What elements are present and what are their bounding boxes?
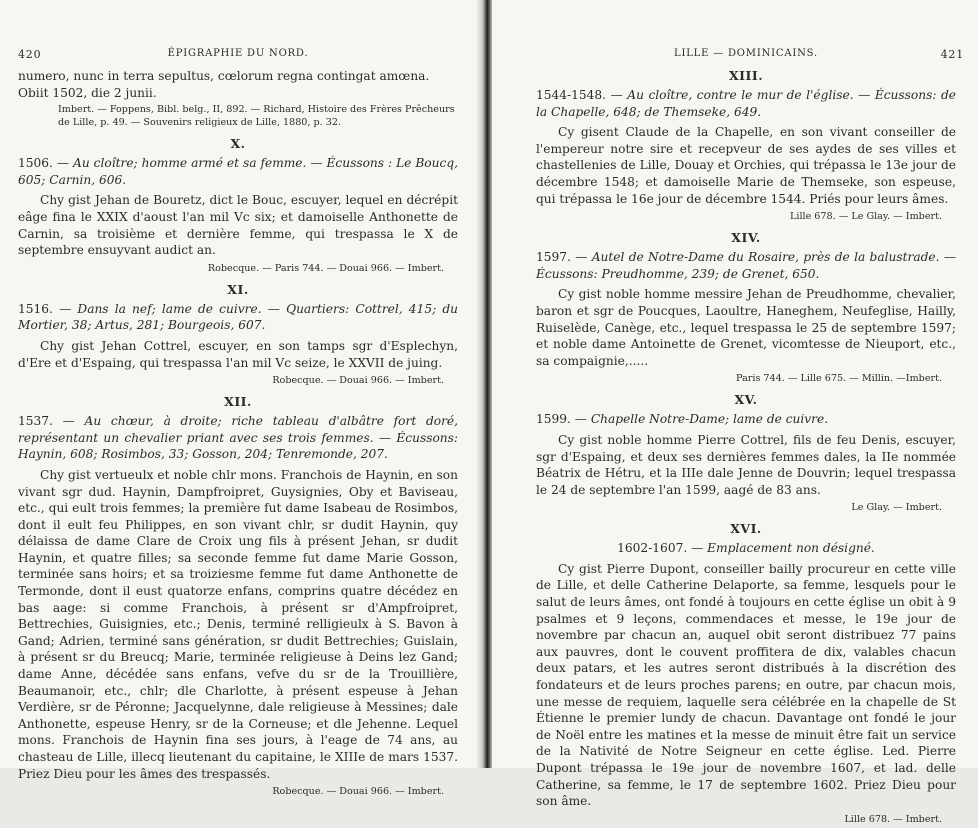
entry-location: — Autel de Notre-Dame du Rosaire, près de la balustrade. — Écussons: Preudhomme, 239; de Grenet, 650. (536, 250, 957, 281)
epitaph-text: Chy gist Jehan Cottrel, escuyer, en son tamps sgr d'Esplechyn, d'Ere et d'Espaing, qui trespassa l'an mil Vc seize, le XXVII de juing. (18, 338, 458, 370)
source-line: Robecque. — Douai 966. — Imbert. (272, 786, 444, 798)
source-line: Lille 678. — Imbert. (844, 813, 942, 825)
entry-date: 1602-1607. (617, 541, 688, 556)
section-number: XII. (224, 394, 252, 410)
section-number: XI. (227, 281, 249, 297)
entry-location: — Dans la nef; lame de cuivre. — Quartiers: Cottrel, 415; du Mortier, 38; Artus, 281; Bourgeois, 607. (18, 301, 458, 333)
right-text-flow (536, 68, 956, 828)
running-head: LILLE — DOMINICAINS. (674, 48, 818, 59)
entry-heading (18, 301, 458, 334)
section-number: XIII. (728, 68, 764, 83)
entry-heading (536, 540, 956, 557)
entry-date: 1597. (536, 250, 571, 265)
entry-date: 1599. (536, 412, 571, 427)
source-line: Paris 744. — Lille 675. — Millin. —Imbert. (736, 373, 942, 385)
entry-heading (536, 249, 956, 282)
entry-date: 1506. (18, 156, 53, 171)
epitaph-text: Chy gist Jehan de Bouretz, dict le Bouc, escuyer, lequel en décrépit eâge fina le XXIX d'aoust l'an mil Vc six; et damoiselle Anthonette de Carnin, sa troisième et dernière femme, qui trespassa le X de septembre ensuyvant audict an. (18, 193, 458, 258)
entry-location: — Au cloître, contre le mur de l'église. — Écussons: de la Chapelle, 648; de Themseke, 649. (536, 88, 956, 119)
epitaph-text: Cy gisent Claude de la Chapelle, en son vivant conseiller de l'empereur notre sire et recepveur de ses aydes de ses villes et chastellenies de Lille, Douay et Orchies, qui trépassa le 13e jour de décembre 1548; et damoiselle Marie de Themseke, son espeuse, qui trépassa le 16e jour de décembre 1544. Priés pour leurs âmes. (536, 125, 956, 206)
epitaph-text: Cy gist Pierre Dupont, conseiller bailly procureur en cette ville de Lille, et delle Catherine Delaporte, sa femme, lesquels pour le salut de leurs âmes, ont fondé à toujours en cette église un obit à 9 psalmes et 9 leçons, commendaces et messe, le 19e jour de novembre par chacun an, auquel obit seront distribuez 77 pains aux pauvres, dont le couvent proffitera de dix, valables chacun deux patars, et les autres seront distribués à la discrétion des fondateurs et de leurs proches parens; en outre, par chacun mois, une messe de requiem, laquelle sera célébrée en la chapelle de St Étienne le premier lundy de chacun. Davantage ont fondé le jour de Noël entre les matines et la messe de minuit être fait un service de la Nativité de Notre Seigneur en cette église. Led. Pierre Dupont trépassa le 19e jour de novembre 1607, et lad. delle Catherine, sa femme, le 17 de septembre 1602. Priez Dieu pour son âme. (536, 561, 956, 809)
running-head: ÉPIGRAPHIE DU NORD. (167, 48, 309, 59)
entry-location: — Chapelle Notre-Dame; lame de cuivre. (574, 412, 829, 427)
intro-obit: Obiit 1502, die 2 junii. (18, 85, 157, 100)
entry-heading (18, 413, 458, 463)
epitaph-text: Cy gist noble homme Pierre Cottrel, fils de feu Denis, escuyer, sgr d'Espaing, et deux ses dernières femmes dales, la IIe nommée Béatrix de Hétru, et la IIIe dale Jenne de Douvrin; lequel trespassa le 24 de septembre l'an 1599, aagé de 83 ans. (536, 432, 956, 497)
source-line: Le Glay. — Imbert. (851, 502, 942, 514)
left-text-flow (18, 68, 458, 800)
entry-date: 1537. (18, 414, 53, 429)
section-number: XV. (734, 392, 758, 408)
intro-reference: Imbert. — Foppens, Bibl. belg., II, 892. — Richard, Histoire des Frères Prêcheurs de Lille, p. 49. — Souvenirs religieux de Lille, 1880, p. 32. (58, 104, 455, 129)
section-number: XVI. (730, 521, 762, 537)
entry-heading (18, 155, 458, 188)
entry-location: — Au cloître; homme armé et sa femme. — Écussons : Le Boucq, 605; Carnin, 606. (18, 156, 458, 187)
page-number: 421 (940, 48, 964, 61)
page-number: 420 (18, 48, 42, 61)
section-number: X. (230, 136, 246, 152)
epitaph-text: Chy gist vertueulx et noble chlr mons. Franchois de Haynin, en son vivant sgr dud. Haynin, Dampfroipret, Guysignies, Oby et Baviseau, etc., qui eult trois femmes; la première fut dame Isabeau de Rosimbos, dont il eult feu Philippes, en son vivant chlr, sr dudit Haynin, quy délaissa de dame Clare de Croix ung fils à présent Jehan, sr dudit Haynin, et quatre filles; sa seconde femme fut dame Marie Gosson, terminée sans hoirs; et sa troiziesme femme fut dame Anthonette de Termonde, dont il eust quatorze enfans, comprins quatre décédez en bas aage: si comme Franchois, à présent sr d'Ampfroipret, Bettrechies, Guisignies, etc.; Denis, terminé relligieulx à S. Bavon à Gand; Adrien, terminé sans génération, sr dudit Bettrechies; Guislain, à présent sr du Breucq; Marie, terminée religieuse à Deins lez Gand; dame Anne, décédée sans enfans, vefve du sr de la Trouillière, Beaumanoir, etc., chlr; dle Charlotte, à présent espeuse à Jehan Verdière, sr de Péronne; Jacquelynne, dale religieuse à Messines; dale Anthonette, espeuse Henry, sr de la Corneuse; et dle Jehenne. Lequel mons. Franchois de Haynin fina ses jours, à l'eage de 74 ans, au chasteau de Lille, illecq lieutenant du capitaine, le XIIIe de mars 1537. Priez Dieu pour les âmes des trespassés. (18, 467, 458, 781)
left-page (0, 0, 488, 798)
section-number: XIV. (731, 230, 761, 246)
entry-date: 1516. (18, 301, 53, 316)
entry-location: — Au chœur, à droite; riche tableau d'albâtre fort doré, représentant un chevalier priant avec ses trois femmes. — Écussons: Haynin, 608; Rosimbos, 33; Gosson, 204; Tenremonde, 207. (18, 414, 459, 462)
source-line: Robecque. — Douai 966. — Imbert. (272, 375, 444, 387)
source-line: Robecque. — Paris 744. — Douai 966. — Imbert. (207, 262, 444, 274)
epitaph-text: Cy gist noble homme messire Jehan de Preudhomme, chevalier, baron et sgr de Poucques, Laoultre, Haneghem, Neufeglise, Hailly, Ruiselède, Canège, etc., lequel trespassa le 25 de septembre 1597; et noble dame Antoinette de Grenet, vicomtesse de Nieuport, etc., sa compaignie,..... (536, 287, 956, 368)
right-page (492, 0, 978, 825)
entry-heading (536, 411, 956, 428)
left-page-header (18, 48, 458, 62)
source-line: Lille 678. — Le Glay. — Imbert. (790, 211, 942, 223)
entry-heading (536, 87, 956, 120)
entry-date: 1544-1548. (536, 88, 607, 102)
entry-location: — Emplacement non désigné. (691, 541, 875, 556)
right-page-header (536, 48, 964, 62)
intro-text: numero, nunc in terra sepultus, cœlorum regna contingat amœna. (18, 69, 430, 83)
